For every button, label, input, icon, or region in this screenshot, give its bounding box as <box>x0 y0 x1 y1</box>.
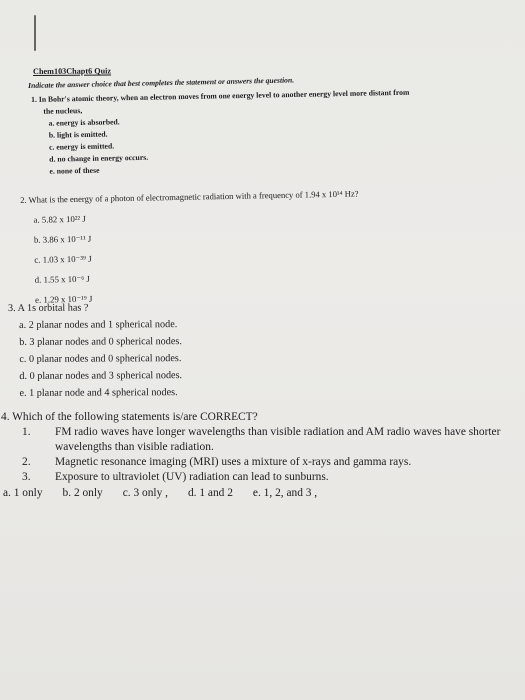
question-4-statement-1 <box>22 425 525 455</box>
question-4-choices <box>0 486 525 501</box>
question-1-option-a: a. energy is absorbed. <box>48 117 120 128</box>
question-4-choice-d: d. 1 and 2 <box>187 487 233 499</box>
question-1-option-d: d. no change in energy occurs. <box>49 152 149 164</box>
question-1 <box>31 85 513 178</box>
question-2-option-a: a. 5.82 x 10²² J <box>33 213 86 225</box>
question-1-stem-cont: the nucleus, <box>43 106 83 116</box>
question-1-option-c: c. energy is emitted. <box>48 141 115 152</box>
question-4-choice-b: b. 2 only <box>62 487 103 499</box>
statement-text: FM radio waves have longer wavelengths than visible radiation and AM radio waves have shorter wavelengths than visible radiation. <box>55 426 501 453</box>
question-2 <box>20 184 361 310</box>
quiz-title: Chem103Chapt6 Quiz <box>33 66 112 76</box>
question-3-option-b: b. 3 planar nodes and 0 spherical nodes. <box>19 336 182 348</box>
question-3-stem: 3. A 1s orbital has ? <box>8 302 89 314</box>
question-4-statement-2 <box>22 455 525 470</box>
question-4 <box>0 410 525 501</box>
quiz-instructions: Indicate the answer choice that best completes the statement or answers the question. <box>28 75 295 90</box>
question-4-stem: 4. Which of the following statements is/are CORRECT? <box>1 411 258 423</box>
question-3-option-c: c. 0 planar nodes and 0 spherical nodes. <box>19 353 182 365</box>
question-2-option-b: b. 3.86 x 10⁻¹¹ J <box>33 233 92 245</box>
question-2-option-d: d. 1.55 x 10⁻⁶ J <box>34 273 90 285</box>
question-4-choice-a: a. 1 only <box>3 487 43 499</box>
statement-number: 3. <box>22 471 31 483</box>
question-1-option-b: b. light is emitted. <box>48 129 108 140</box>
pen-mark <box>34 15 36 51</box>
question-4-choice-c: c. 3 only , <box>122 487 168 499</box>
statement-number: 1. <box>22 426 31 438</box>
question-4-choice-e: e. 1, 2, and 3 , <box>252 487 318 499</box>
question-3-option-e: e. 1 planar node and 4 spherical nodes. <box>19 387 178 399</box>
question-1-option-e: e. none of these <box>49 165 100 176</box>
question-4-statement-3 <box>22 470 525 485</box>
question-2-stem: 2. What is the energy of a photon of electromagnetic radiation with a frequency of 1.94 x 10¹⁴ Hz? <box>20 188 359 205</box>
statement-number: 2. <box>22 456 31 468</box>
question-2-option-e: e. 1.29 x 10⁻¹⁹ J <box>35 293 93 305</box>
question-3-option-a: a. 2 planar nodes and 1 spherical node. <box>19 319 178 331</box>
statement-text: Magnetic resonance imaging (MRI) uses a mixture of x-rays and gamma rays. <box>55 456 412 468</box>
question-3 <box>8 299 182 402</box>
statement-text: Exposure to ultraviolet (UV) radiation can lead to sunburns. <box>55 471 329 483</box>
question-2-option-c: c. 1.03 x 10⁻³⁹ J <box>34 253 92 265</box>
question-1-stem: 1. In Bohr's atomic theory, when an electron moves from one energy level to another energy level more distant from <box>31 87 410 104</box>
question-3-option-d: d. 0 planar nodes and 3 spherical nodes. <box>19 370 183 382</box>
